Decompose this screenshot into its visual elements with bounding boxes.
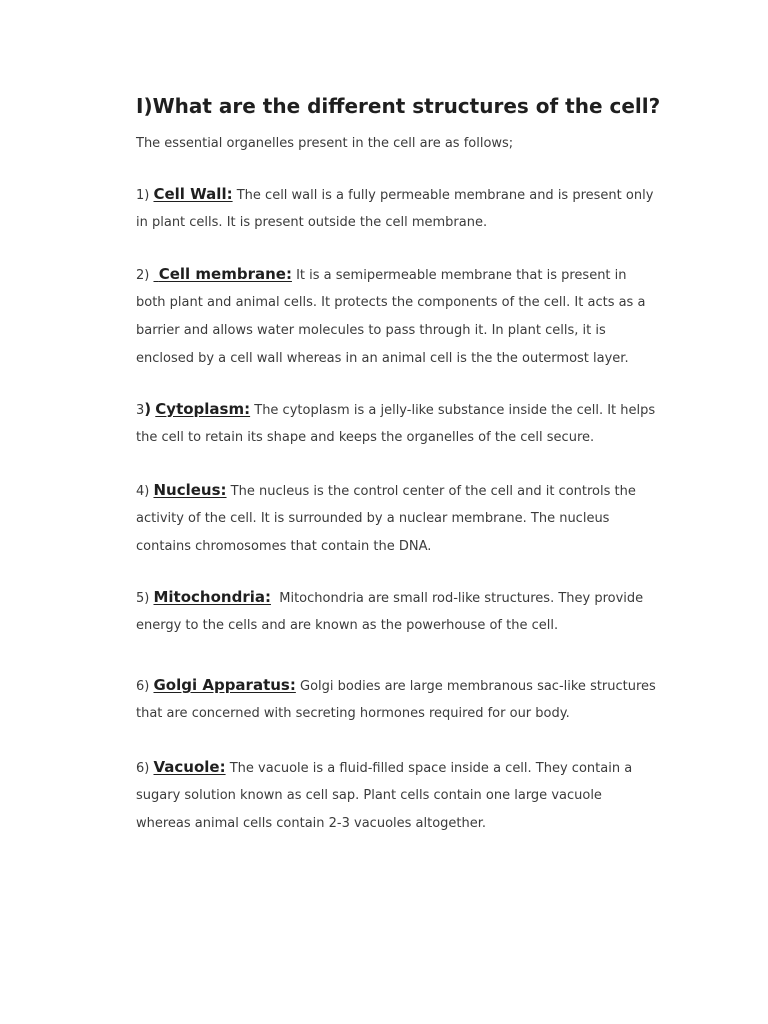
- list-item-mitochondria: [136, 582, 680, 640]
- item-line: [136, 259, 680, 289]
- list-item-cytoplasm: [136, 394, 680, 452]
- item-term: Cell membrane:: [158, 265, 292, 283]
- item-number: 6): [136, 761, 150, 776]
- item-line: [136, 670, 680, 700]
- item-term: Cell Wall:: [153, 185, 233, 203]
- item-text: The vacuole is a fluid-filled space inside a cell. They contain a: [229, 761, 633, 776]
- item-text: contains chromosomes that contain the DNA.: [136, 539, 432, 554]
- item-term: Cytoplasm:: [155, 400, 251, 418]
- item-line: [136, 394, 680, 424]
- item-text: Golgi bodies are large membranous sac-like structures: [300, 679, 656, 694]
- item-text: sugary solution known as cell sap. Plant cells contain one large vacuole: [136, 788, 602, 803]
- list-item-vacuole: [136, 752, 680, 838]
- item-text: The nucleus is the control center of the cell and it controls the: [230, 484, 636, 499]
- list-item-nucleus: [136, 475, 680, 561]
- item-text: whereas animal cells contain 2-3 vacuoles altogether.: [136, 816, 487, 831]
- item-term: Nucleus:: [153, 481, 227, 499]
- item-number: 5): [136, 591, 150, 606]
- item-text: The cell wall is a fully permeable membrane and is present only: [236, 188, 654, 203]
- item-text: that are concerned with secreting hormones required for our body.: [136, 706, 570, 721]
- item-line: [136, 179, 680, 209]
- item-number-paren: ): [144, 400, 152, 418]
- item-term: Golgi Apparatus:: [153, 676, 296, 694]
- item-number: 1): [136, 188, 150, 203]
- item-text: energy to the cells and are known as the powerhouse of the cell.: [136, 618, 559, 633]
- item-number: 6): [136, 679, 150, 694]
- list-item-cell-wall: [136, 179, 680, 237]
- item-text: enclosed by a cell wall whereas in an animal cell is the the outermost layer.: [136, 351, 629, 366]
- item-term: Vacuole:: [153, 758, 226, 776]
- item-text: the cell to retain its shape and keeps the organelles of the cell secure.: [136, 430, 595, 445]
- item-line: [136, 582, 680, 612]
- item-line: [136, 752, 680, 782]
- item-text: barrier and allows water molecules to pass through it. In plant cells, it is: [136, 323, 606, 338]
- item-text: Mitochondria are small rod-like structures. They provide: [275, 591, 644, 606]
- page-title: I)What are the different structures of the cell?: [136, 94, 661, 118]
- list-item-golgi-apparatus: [136, 670, 680, 728]
- item-number: 2): [136, 268, 150, 283]
- item-number: 3: [136, 403, 145, 418]
- item-line: [136, 475, 680, 505]
- intro-text: The essential organelles present in the cell are as follows;: [136, 136, 514, 151]
- item-text: The cytoplasm is a jelly-like substance inside the cell. It helps: [254, 403, 656, 418]
- item-text: activity of the cell. It is surrounded by a nuclear membrane. The nucleus: [136, 511, 610, 526]
- item-term: Mitochondria:: [153, 588, 271, 606]
- item-text: It is a semipermeable membrane that is present in: [296, 268, 627, 283]
- list-item-cell-membrane: [136, 259, 680, 373]
- item-text: in plant cells. It is present outside the cell membrane.: [136, 215, 488, 230]
- item-number: 4): [136, 484, 150, 499]
- item-text: both plant and animal cells. It protects the components of the cell. It acts as a: [136, 295, 646, 310]
